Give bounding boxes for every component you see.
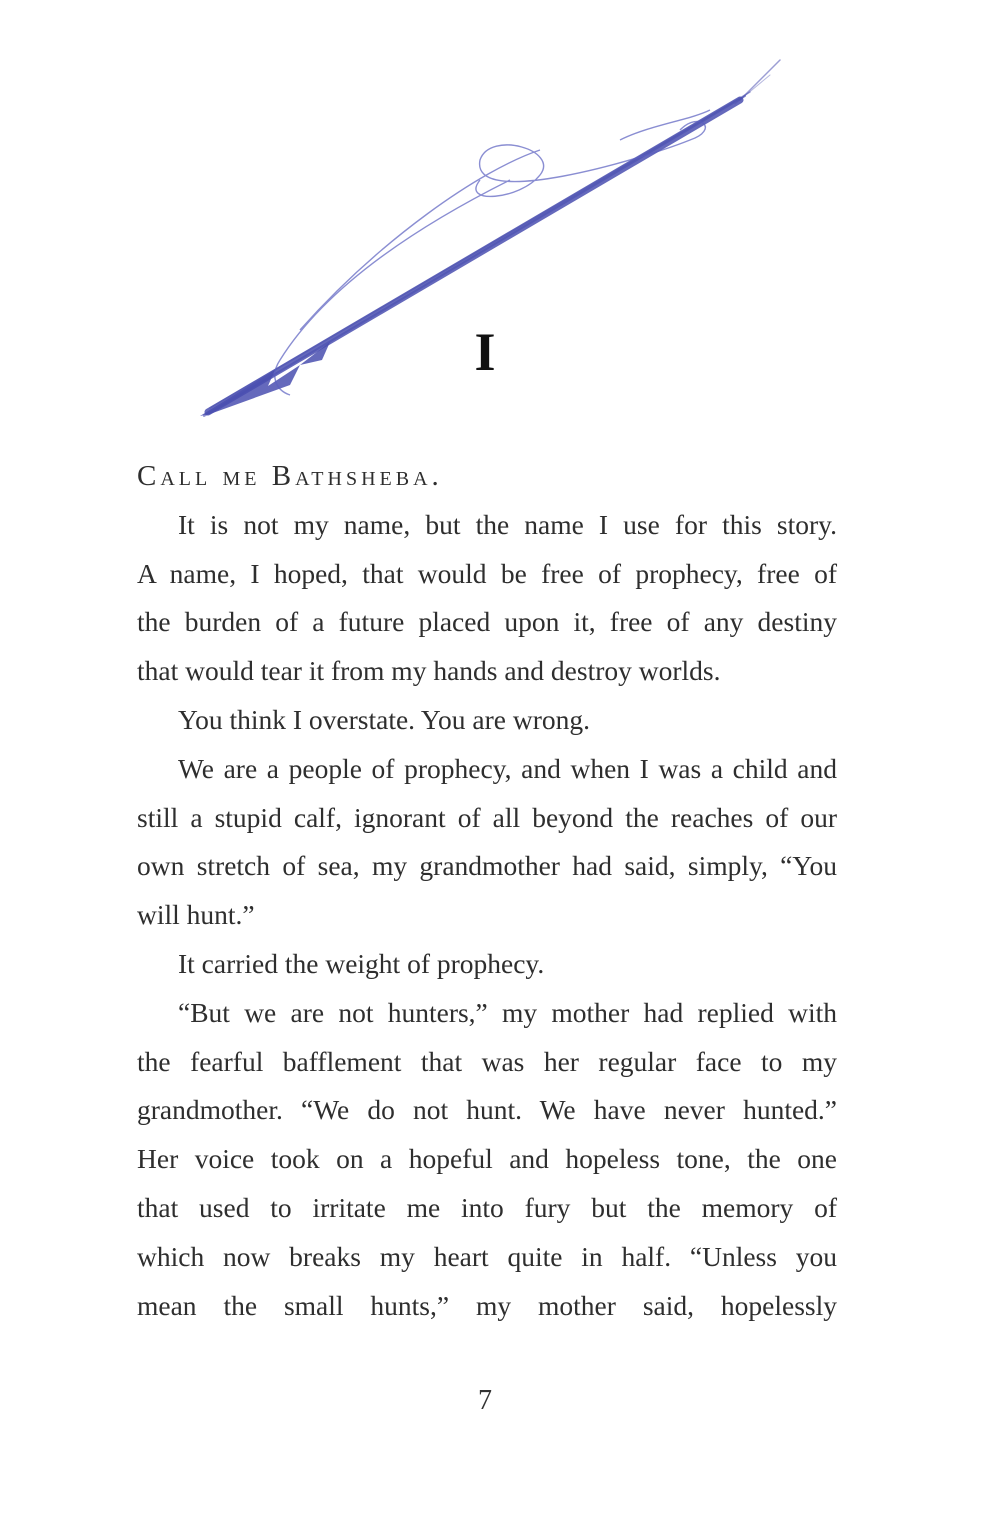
text-line: It is not my name, but the name I use for this story. <box>178 508 837 540</box>
text-line: still a stupid calf, ignorant of all beyond the reaches of our <box>137 801 837 833</box>
text-line: A name, I hoped, that would be free of prophecy, free of <box>137 557 837 589</box>
text-line: which now breaks my heart quite in half. “Unless you <box>137 1240 837 1272</box>
page-number: 7 <box>478 1385 492 1416</box>
text-line: “But we are not hunters,” my mother had replied with <box>178 996 837 1028</box>
text-line: It carried the weight of prophecy. <box>178 947 545 979</box>
opening-line: Call me Bathsheba. <box>137 460 443 492</box>
text-line: You think I overstate. You are wrong. <box>178 703 590 735</box>
text-line: We are a people of prophecy, and when I was a child and <box>178 752 837 784</box>
chapter-number: I <box>474 322 496 382</box>
text-line: own stretch of sea, my grandmother had said, simply, “You <box>137 850 837 882</box>
text-line: the fearful bafflement that was her regular face to my <box>137 1045 837 1077</box>
text-line: grandmother. “We do not hunt. We have never hunted.” <box>137 1094 837 1126</box>
text-line: will hunt.” <box>137 899 255 931</box>
body-text <box>137 452 837 1330</box>
text-line: the burden of a future placed upon it, free of any destiny <box>137 606 837 638</box>
text-line: that used to irritate me into fury but the memory of <box>137 1191 837 1223</box>
text-line: mean the small hunts,” my mother said, hopelessly <box>137 1289 837 1321</box>
text-line: that would tear it from my hands and destroy worlds. <box>137 655 721 687</box>
text-line: Her voice took on a hopeful and hopeless tone, the one <box>137 1143 837 1175</box>
